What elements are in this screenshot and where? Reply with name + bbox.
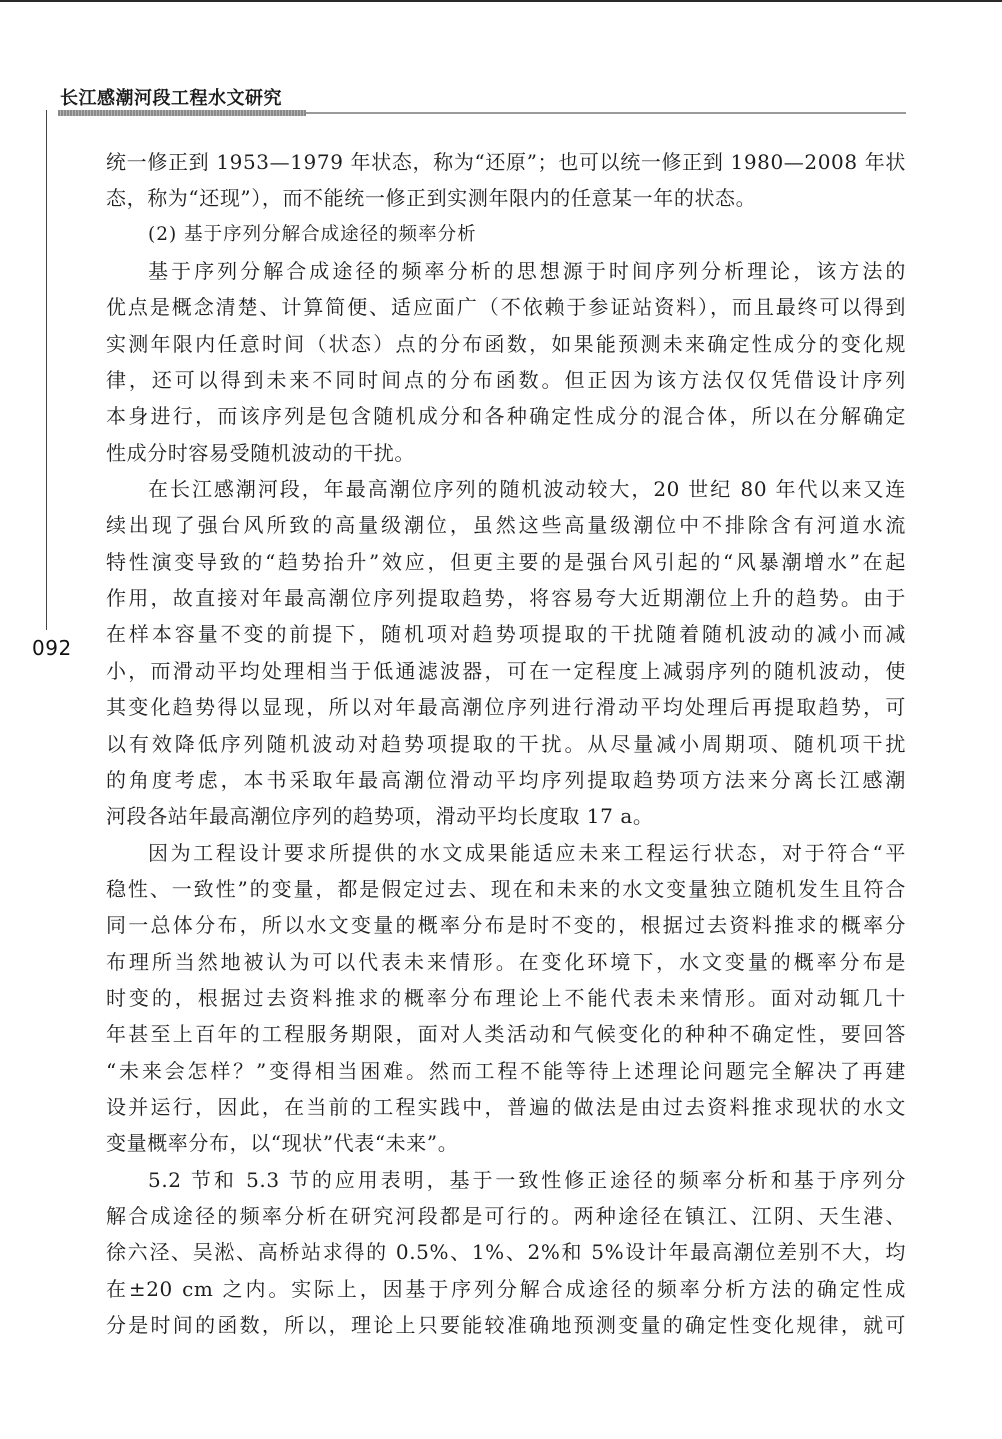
page-number: 092 [32,636,72,660]
text-line: 基于序列分解合成途径的频率分析的思想源于时间序列分析理论，该方法的 [148,259,906,284]
text-line: 特性演变导致的“趋势抬升”效应，但更主要的是强台风引起的“风暴潮增水”在起 [106,549,906,574]
text-line: 解合成途径的频率分析在研究河段都是可行的。两种途径在镇江、江阴、天生港、 [106,1203,906,1228]
text-line: 设并运行，因此，在当前的工程实践中，普遍的做法是由过去资料推求现状的水文 [106,1094,906,1119]
text-line: 态，称为“还现”），而不能统一修正到实测年限内的任意某一年的状态。 [106,186,757,211]
text-line: 河段各站年最高潮位序列的趋势项，滑动平均长度取 17 a。 [106,804,654,829]
text-line: 在±20 cm 之内。实际上，因基于序列分解合成途径的频率分析方法的确定性成 [106,1276,906,1301]
text-line: 在样本容量不变的前提下，随机项对趋势项提取的干扰随着随机波动的减小而减 [106,622,906,647]
text-line: “未来会怎样？”变得相当困难。然而工程不能等待上述理论问题完全解决了再建 [106,1058,906,1083]
header-decorative-bar [58,110,306,116]
text-line: 因为工程设计要求所提供的水文成果能适应未来工程运行状态，对于符合“平 [148,840,906,865]
text-line: 分是时间的函数，所以，理论上只要能较准确地预测变量的确定性变化规律，就可 [106,1313,906,1337]
text-line: 性成分时容易受随机波动的干扰。 [106,440,415,465]
section-subheading: (2) 基于序列分解合成途径的频率分析 [148,223,477,245]
text-line: 统一修正到 1953—1979 年状态，称为“还原”；也可以统一修正到 1980—2008 年状 [106,150,906,174]
text-line: 同一总体分布，所以水文变量的概率分布是时不变的，根据过去资料推求的概率分 [106,913,906,938]
text-line: 稳性、一致性”的变量，都是假定过去、现在和未来的水文变量独立随机发生且符合 [106,876,906,901]
text-line: 的角度考虑，本书采取年最高潮位滑动平均序列提取趋势项方法来分离长江感潮 [106,767,906,792]
text-line: 续出现了强台风所致的高量级潮位，虽然这些高量级潮位中不排除含有河道水流 [106,513,906,538]
text-line: 本身进行，而该序列是包含随机成分和各种确定性成分的混合体，所以在分解确定 [106,404,906,429]
text-line: 徐六泾、吴淞、高桥站求得的 0.5%、1%、2%和 5%设计年最高潮位差别不大，均 [106,1240,906,1265]
header-rule [306,112,906,114]
text-line: 律，还可以得到未来不同时间点的分布函数。但正因为该方法仅仅凭借设计序列 [106,368,906,393]
text-line: 布理所当然地被认为可以代表未来情形。在变化环境下，水文变量的概率分布是 [106,949,906,974]
text-line: 在长江感潮河段，年最高潮位序列的随机波动较大，20 世纪 80 年代以来又连 [148,477,906,502]
top-border-rule [0,0,1002,2]
text-line: 年甚至上百年的工程服务期限，面对人类活动和气候变化的种种不确定性，要回答 [106,1022,906,1047]
text-line: 作用，故直接对年最高潮位序列提取趋势，将容易夸大近期潮位上升的趋势。由于 [106,586,906,611]
text-line: 实测年限内任意时间（状态）点的分布函数，如果能预测未来确定性成分的变化规 [106,331,906,356]
body-text [106,144,906,1343]
text-line: 以有效降低序列随机波动对趋势项提取的干扰。从尽量减小周期项、随机项干扰 [106,731,906,756]
left-margin-rule [46,110,47,630]
text-line: 变量概率分布，以“现状”代表“未来”。 [106,1131,459,1156]
text-line: 时变的，根据过去资料推求的概率分布理论上不能代表未来情形。面对动辄几十 [106,985,906,1010]
text-line: 优点是概念清楚、计算简便、适应面广（不依赖于参证站资料），而且最终可以得到 [106,295,906,320]
text-line: 5.2 节和 5.3 节的应用表明，基于一致性修正途径的频率分析和基于序列分 [148,1167,906,1192]
running-head-title: 长江感潮河段工程水文研究 [60,88,282,109]
text-line: 其变化趋势得以显现，所以对年最高潮位序列进行滑动平均处理后再提取趋势，可 [106,695,906,720]
text-line: 小，而滑动平均处理相当于低通滤波器，可在一定程度上减弱序列的随机波动，使 [106,658,906,683]
